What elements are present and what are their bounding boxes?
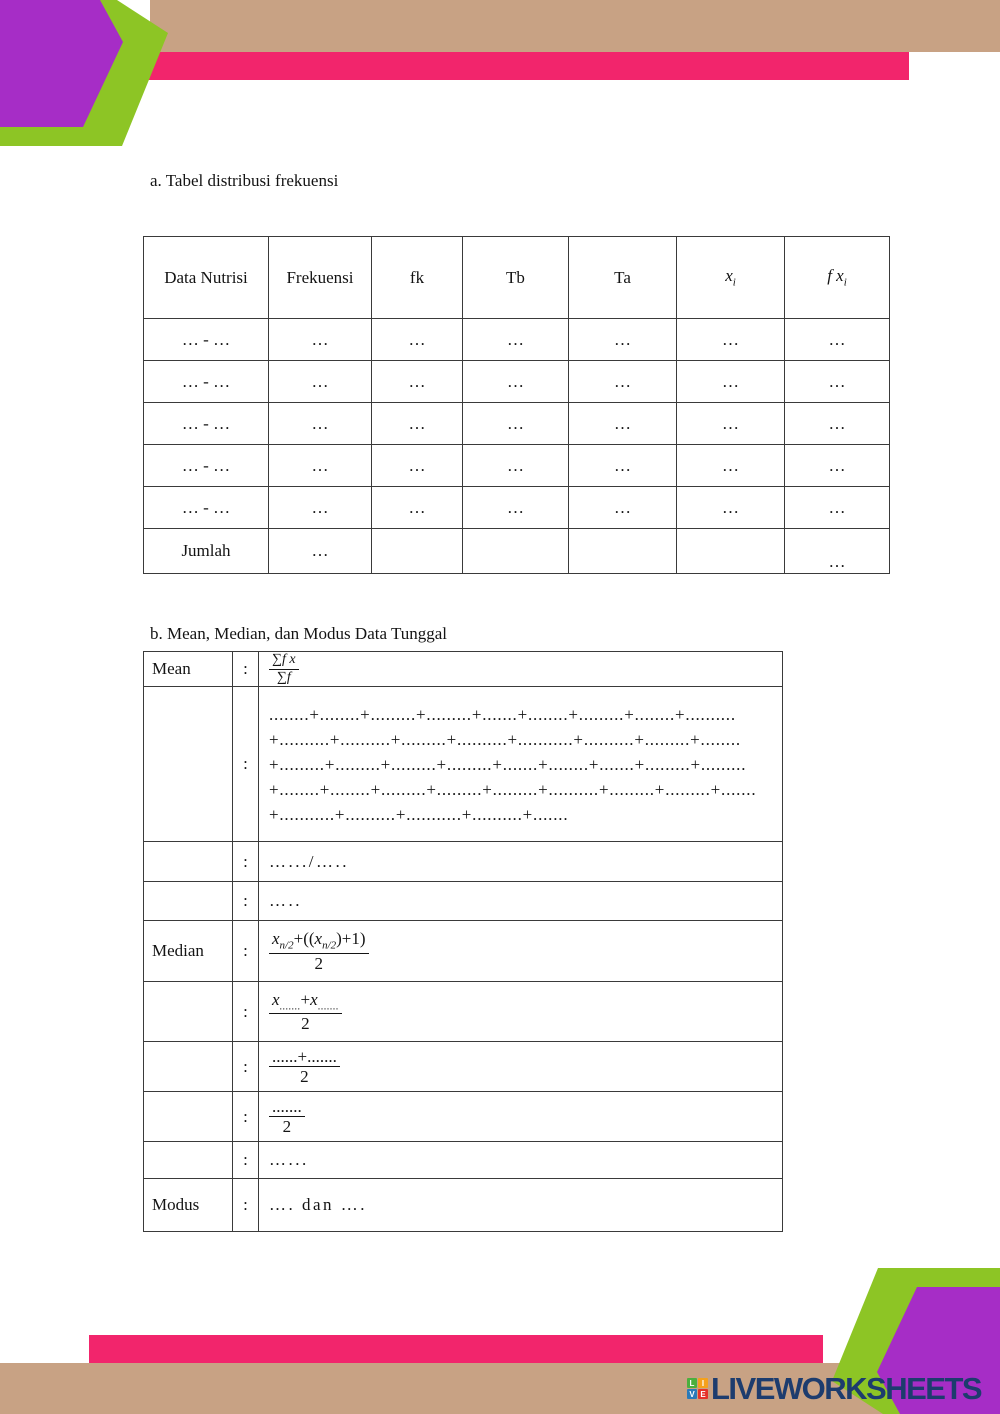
mean-formula-row: Mean : $\frac{\text{∑f x}}{\sum f}$ — [144, 652, 783, 687]
table-row: … - … … … … … … … — [144, 361, 890, 403]
median-result-row: : …... — [144, 1142, 783, 1179]
median-substitution-row: : $\frac{x_{.......}+x_{.......}}{2}$ — [144, 982, 783, 1042]
table-total-row: Jumlah … … — [144, 529, 890, 574]
liveworksheets-logo — [687, 1373, 981, 1404]
col-header-xi: $x_i$ — [677, 237, 785, 319]
section-b-heading: b. Mean, Median, dan Modus Data Tunggal — [150, 624, 448, 643]
col-header-data-nutrisi: Data Nutrisi — [144, 237, 269, 319]
header-tan-bar — [150, 0, 1000, 52]
median-x-fraction: $\frac{x_{.......}+x_{.......}}{2}$ — [269, 991, 342, 1034]
col-header-fk: fk — [372, 237, 463, 319]
section-a-heading: a. Tabel distribusi frekuensi — [150, 171, 339, 190]
table-header-row — [144, 237, 890, 319]
modus-value: …. dan …. — [259, 1179, 783, 1232]
header-pink-bar — [146, 52, 909, 80]
median-values-fraction: $\frac{......+.......}{2}$ — [269, 1048, 340, 1087]
mean-label: Mean — [144, 652, 233, 687]
median-fraction: $\frac{x_{n/2}+((x_{n/2})+1)}{2}$ — [269, 930, 369, 973]
mean-fraction: $\frac{\text{∑f x}}{\sum f}$ — [269, 653, 299, 685]
mean-median-modus-table — [143, 651, 783, 1232]
median-values-row: : $\frac{......+.......}{2}$ — [144, 1042, 783, 1092]
liveworksheets-logo-text: LIVEWORKSHEETS — [711, 1371, 982, 1406]
footer-pink-bar — [89, 1335, 823, 1363]
col-header-frekuensi: Frekuensi — [269, 237, 372, 319]
liveworksheets-logo-icon: L I V E — [687, 1378, 708, 1399]
jumlah-label: Jumlah — [144, 529, 269, 574]
median-label: Median — [144, 921, 233, 982]
median-sum-row: : $\frac{.......}{2}$ — [144, 1092, 783, 1142]
median-formula-row: Median : $\frac{x_{n/2}+((x_{n/2})+1)}{2}$ — [144, 921, 783, 982]
table-row: … - … … … … … … … — [144, 319, 890, 361]
modus-row: Modus : …. dan …. — [144, 1179, 783, 1232]
median-sum-fraction: $\frac{.......}{2}$ — [269, 1098, 305, 1137]
frequency-distribution-table — [143, 236, 890, 574]
mean-sum-row: : ........+........+.........+.........+.......+........+.........+........+.......... +..........+..........+.........+..........+...........+..........+.........+........ +.........+.........+.........+.........+.......+........+.......+.........+......... +........+........+.........+.........+.........+..........+.........+.........+....... +...........+..........+...........+..........+....... — [144, 687, 783, 842]
mean-division-row: : ….../….. — [144, 842, 783, 882]
col-header-ta: Ta — [569, 237, 677, 319]
table-row: … - … … … … … … … — [144, 445, 890, 487]
col-header-fxi: f $x_i$ — [785, 237, 890, 319]
mean-result-row: : ….. — [144, 882, 783, 921]
table-row: … - … … … … … … … — [144, 487, 890, 529]
col-header-tb: Tb — [463, 237, 569, 319]
modus-label: Modus — [144, 1179, 233, 1232]
table-row: … - … … … … … … … — [144, 403, 890, 445]
mean-sum-lines: ........+........+.........+.........+.......+........+.........+........+.......... +..........+..........+.........+..........+...........+..........+.........+........ +.........+.........+.........+.........+.......+........+.......+.........+......... +........+........+.........+.........+.........+..........+.........+.........+....... +...........+..........+...........+..........+....... — [259, 687, 783, 842]
